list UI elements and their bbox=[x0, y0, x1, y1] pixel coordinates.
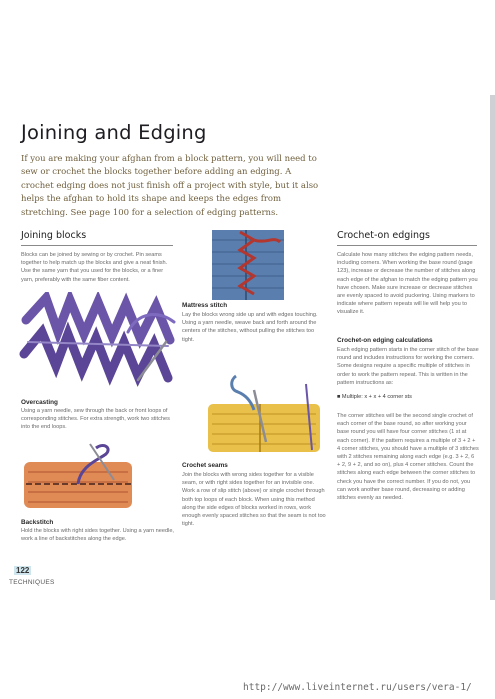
page-number: 122 bbox=[16, 566, 30, 575]
section-name: TECHNIQUES bbox=[9, 579, 55, 586]
mattress-stitch-illustration bbox=[210, 228, 286, 302]
intro-paragraph: If you are making your afghan from a block pattern, you will need to sew or crochet the blocks together before adding an edging. A crochet edging does not just finish off a project with style, but it also helps the afghan to hold its shape and keeps the edges from stretching. See page 100 for a selection of edging patterns. bbox=[21, 154, 319, 218]
overcasting-body: Using a yarn needle, sew through the back or front loops of corresponding stitches. For extra strength, work two stitches into the end loops. bbox=[21, 408, 170, 431]
overcasting-label: Overcasting bbox=[21, 399, 58, 406]
edging-formula: ■ Multiple: x + x + 4 corner sts bbox=[337, 394, 412, 400]
mattress-stitch-body: Lay the blocks wrong side up and with edges touching. Using a yarn needle, weave back and forth around the centers of the stitches, without pulling the stitches too tight. bbox=[182, 312, 318, 343]
source-url: http://www.liveinternet.ru/users/vera-1/ bbox=[243, 682, 472, 693]
edging-calc-label: Crochet-on edging calculations bbox=[337, 337, 433, 344]
mattress-stitch-label: Mattress stitch bbox=[182, 302, 228, 309]
divider bbox=[337, 245, 477, 246]
crochet-seams-body: Join the blocks with wrong sides together for a visible seam, or with right sides together for an invisible one. Work a row of slip stitch (above) or single crochet through both top loops of each block. When using this method along the side edges of blocks worked in rows, work enough evenly spaced stitches so that the seam is not too tight. bbox=[182, 472, 326, 528]
edging-calc-body: Each edging pattern starts in the corner stitch of the base round and includes instructions for working the corners. Some designs require a specific multiple of stitches in order to work the pattern repeat. This is written in the pattern instructions as: bbox=[337, 347, 479, 386]
crochet-seams-illustration bbox=[200, 370, 328, 460]
page-title: Joining and Edging bbox=[21, 121, 207, 144]
edging-heading: Crochet-on edgings bbox=[337, 230, 430, 241]
edging-body-2: The corner stitches will be the second single crochet of each corner of the base round, so after working your base round you will have four corner stitches (1 st at each corner). If the pattern requires a multiple of 3 + 2 + 4 corner stitches, you should have a multiple of 3 stitches with 2 stitches remaining along each edge (e.g. 3 + 2, 6 + 2, 9 + 2, and so on), plus 4 corner stitches. Count the stitches along each edge between the corner stitches to check you have the correct number. If you do not, you can work another base round, decreasing or adding stitches evenly as needed. bbox=[337, 413, 479, 502]
backstitch-body: Hold the blocks with right sides together. Using a yarn needle, work a line of backstitches along the edge. bbox=[21, 528, 174, 543]
overcasting-illustration bbox=[18, 292, 180, 390]
backstitch-label: Backstitch bbox=[21, 519, 54, 526]
crochet-seams-label: Crochet seams bbox=[182, 462, 228, 469]
joining-body: Blocks can be joined by sewing or by crochet. Pin seams together to help match up the blocks and give a neat finish. Use the same yarn that you used for the blocks, or a finer yarn, preferably with the same fiber content. bbox=[21, 252, 168, 283]
backstitch-illustration bbox=[20, 440, 138, 515]
edging-body: Calculate how many stitches the edging pattern needs, including corners. When working the base round (page 123), increase or decrease the number of stitches along each edge of the afghan to match the edging pattern you have chosen. Make sure increase or decrease stitches are evenly spaced to avoid puckering. Using markers to indicate where pattern repeats will lie will help you to visualize it. bbox=[337, 252, 478, 316]
page-edge bbox=[490, 95, 495, 600]
joining-heading: Joining blocks bbox=[21, 230, 87, 241]
divider bbox=[21, 245, 173, 246]
